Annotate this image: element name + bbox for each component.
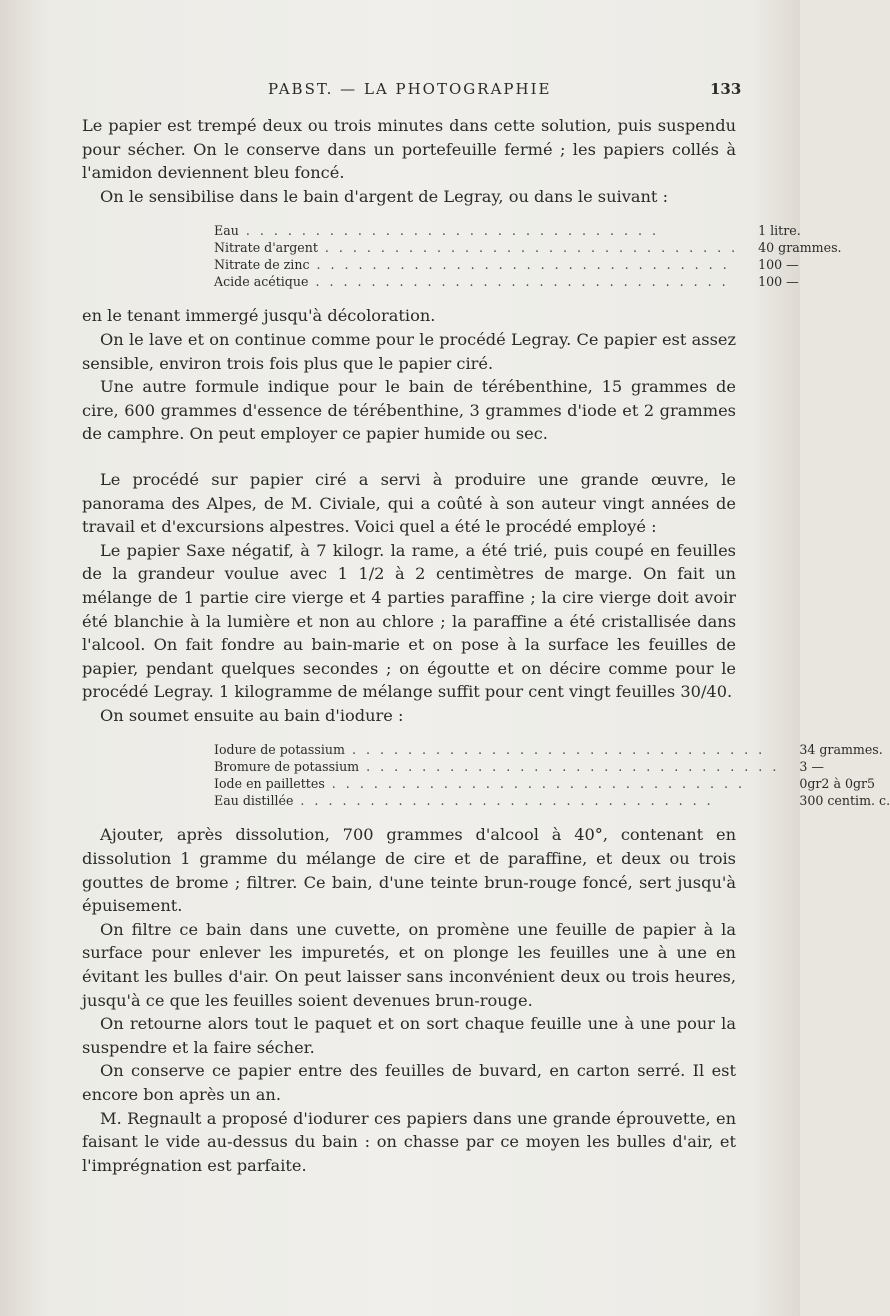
page-number: 133 — [710, 80, 742, 98]
formula-row — [214, 741, 890, 758]
formula-table-1 — [214, 222, 842, 290]
page-body — [82, 114, 890, 1177]
dot-leader: . . . . . . . . . . . . . . . . . . . . . . . . . . . . . . — [293, 793, 714, 809]
paragraph: Le procédé sur papier ciré a servi à produire une grande œuvre, le panorama des Alpes, de M. Civiale, qui a coûté à son auteur vingt années de travail et d'excursions alpestres. Voici quel a été le procédé employé : — [82, 469, 736, 537]
formula-row — [214, 273, 842, 290]
ingredient-quantity: 100 — — [758, 274, 799, 290]
paragraph: On soumet ensuite au bain d'iodure : — [100, 705, 404, 725]
dot-leader: . . . . . . . . . . . . . . . . . . . . . . . . . . . . . . — [309, 257, 730, 273]
dot-leader: . . . . . . . . . . . . . . . . . . . . . . . . . . . . . . — [324, 776, 745, 792]
paragraph: On le lave et on continue comme pour le procédé Legray. Ce papier est assez sensible, environ trois fois plus que le papier ciré. — [82, 329, 736, 373]
ingredient-name: Iodure de potassium — [214, 742, 345, 758]
formula-row — [214, 775, 890, 792]
dot-leader: . . . . . . . . . . . . . . . . . . . . . . . . . . . . . . — [238, 223, 660, 239]
ingredient-name: Nitrate d'argent — [214, 240, 318, 256]
formula-table-2 — [214, 741, 890, 809]
formula-row — [214, 256, 842, 273]
dot-leader: . . . . . . . . . . . . . . . . . . . . . . . . . . . . . . — [317, 240, 739, 256]
ingredient-name: Acide acétique — [214, 274, 309, 290]
paragraph: Le papier est trempé deux ou trois minutes dans cette solution, puis suspendu pour sécher. On le conserve dans un portefeuille fermé ; les papiers collés à l'amidon deviennent bleu foncé. — [82, 116, 736, 183]
paragraph: Une autre formule indique pour le bain de térébenthine, 15 grammes de cire, 600 grammes d'essence de térébenthine, 3 grammes d'iode et 2 grammes de camphre. On peut employer ce papier humide ou sec. — [82, 377, 736, 444]
dot-leader: . . . . . . . . . . . . . . . . . . . . . . . . . . . . . . — [344, 742, 766, 758]
paragraph: M. Regnault a proposé d'iodurer ces papiers dans une grande éprouvette, en faisant le vide au-dessus du bain : on chasse par ce moyen les bulles d'air, et l'imprégnation est parfaite. — [82, 1108, 736, 1175]
formula-row — [214, 239, 842, 256]
formula-row — [214, 758, 890, 775]
ingredient-quantity: 1 litre. — [758, 223, 801, 239]
paragraph: Le papier Saxe négatif, à 7 kilogr. la rame, a été trié, puis coupé en feuilles de la grandeur voulue avec 1 1/2 à 2 centimètres de marge. On fait un mélange de 1 partie cire vierge et 4 parties paraffine ; la cire vierge doit avoir été blanchie à la lumière et non au chlore ; la paraffine a été cristallisée dans l'alcool. On fait fondre au bain-marie et on pose à la surface les feuilles de papier, pendant quelques secondes ; on égoutte et on décire comme pour le procédé Legray. 1 kilogramme de mélange suffit pour cent vingt feuilles 30/40. — [82, 540, 736, 702]
ingredient-name: Bromure de potassium — [214, 759, 360, 775]
ingredient-quantity: 100 — — [758, 257, 799, 273]
formula-row — [214, 792, 890, 809]
page-header — [0, 80, 800, 104]
running-title: PABST. — LA PHOTOGRAPHIE — [268, 80, 552, 98]
ingredient-name: Eau — [214, 223, 239, 239]
section-gap — [82, 446, 736, 468]
paragraph: On filtre ce bain dans une cuvette, on promène une feuille de papier à la surface pour enlever les impuretés, et on plonge les feuilles une à une en évitant les bulles d'air. On peut laisser sans inconvénient deux ou trois heures, jusqu'à ce que les feuilles soient devenues brun-rouge. — [82, 919, 736, 1010]
ingredient-quantity: 3 — — [799, 759, 824, 775]
paragraph: On conserve ce papier entre des feuilles de buvard, en carton serré. Il est encore bon après un an. — [82, 1061, 736, 1104]
paragraph: en le tenant immergé jusqu'à décoloration. — [82, 306, 436, 326]
paragraph: On le sensibilise dans le bain d'argent de Legray, ou dans le suivant : — [100, 186, 669, 206]
dot-leader: . . . . . . . . . . . . . . . . . . . . . . . . . . . . . . — [308, 274, 729, 290]
paragraph: On retourne alors tout le paquet et on sort chaque feuille une à une pour la suspendre et la faire sécher. — [82, 1014, 736, 1057]
ingredient-name: Eau distillée — [214, 793, 294, 809]
ingredient-name: Nitrate de zinc — [214, 257, 310, 273]
formula-row — [214, 222, 842, 239]
ingredient-name: Iode en paillettes — [214, 776, 325, 792]
ingredient-quantity: 0gr2 à 0gr5 — [799, 776, 876, 792]
ingredient-quantity: 34 grammes. — [799, 742, 883, 758]
ingredient-quantity: 40 grammes. — [758, 240, 842, 256]
ingredient-quantity: 300 centim. c. — [799, 793, 890, 809]
dot-leader: . . . . . . . . . . . . . . . . . . . . . . . . . . . . . . — [359, 759, 780, 775]
paragraph: Ajouter, après dissolution, 700 grammes d'alcool à 40°, contenant en dissolution 1 gramme du mélange de cire et de paraffine, et deux ou trois gouttes de brome ; filtrer. Ce bain, d'une teinte brun-rouge foncé, sert jusqu'à épuisement. — [82, 825, 736, 916]
